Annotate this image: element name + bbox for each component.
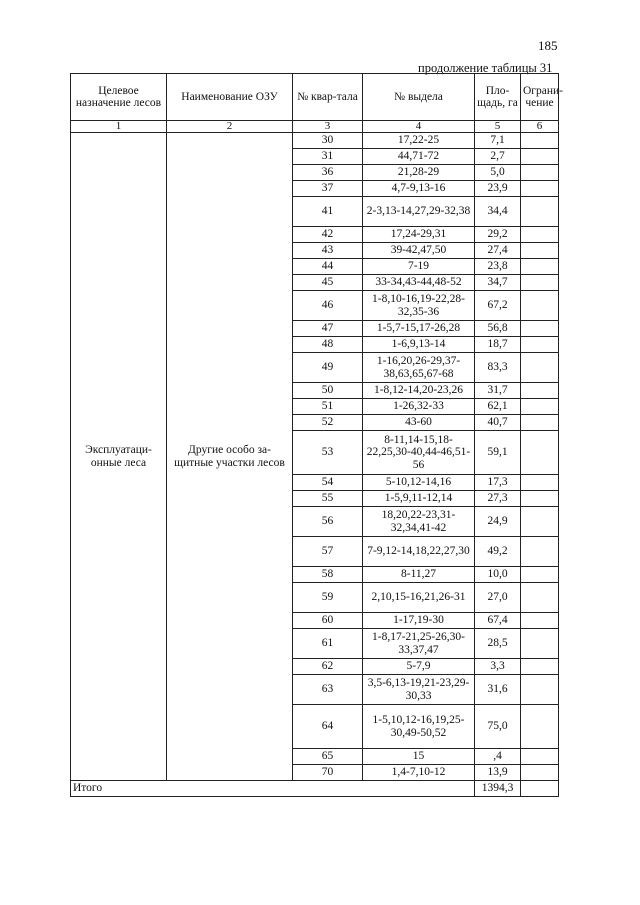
allotment-cell: 33-34,43-44,48-52	[363, 275, 475, 291]
limitation-cell	[521, 165, 559, 181]
area-cell: 31,7	[475, 383, 521, 399]
limitation-cell	[521, 705, 559, 749]
limitation-cell	[521, 415, 559, 431]
area-cell: 5,0	[475, 165, 521, 181]
allotment-cell: 4,7-9,13-16	[363, 181, 475, 197]
area-cell: 34,7	[475, 275, 521, 291]
area-cell: 29,2	[475, 227, 521, 243]
limitation-cell	[521, 567, 559, 583]
area-cell: 27,3	[475, 491, 521, 507]
total-label: Итого	[71, 781, 475, 797]
allotment-cell: 17,22-25	[363, 133, 475, 149]
column-number: 4	[363, 121, 475, 133]
allotment-cell: 2,10,15-16,21,26-31	[363, 583, 475, 613]
limitation-cell	[521, 431, 559, 475]
limitation-cell	[521, 383, 559, 399]
quarter-cell: 59	[293, 583, 363, 613]
quarter-cell: 53	[293, 431, 363, 475]
limitation-cell	[521, 765, 559, 781]
limitation-cell	[521, 337, 559, 353]
area-cell: 59,1	[475, 431, 521, 475]
area-cell: 67,4	[475, 613, 521, 629]
column-number-row	[71, 121, 559, 133]
header-limitation: Ограни-чение	[521, 74, 559, 121]
quarter-cell: 44	[293, 259, 363, 275]
allotment-cell: 8-11,27	[363, 567, 475, 583]
quarter-cell: 63	[293, 675, 363, 705]
allotment-cell: 5-7,9	[363, 659, 475, 675]
area-cell: 13,9	[475, 765, 521, 781]
area-cell: 27,0	[475, 583, 521, 613]
quarter-cell: 65	[293, 749, 363, 765]
area-cell: 23,9	[475, 181, 521, 197]
limitation-cell	[521, 275, 559, 291]
quarter-cell: 61	[293, 629, 363, 659]
quarter-cell: 37	[293, 181, 363, 197]
quarter-cell: 56	[293, 507, 363, 537]
quarter-cell: 43	[293, 243, 363, 259]
quarter-cell: 42	[293, 227, 363, 243]
area-cell: 17,3	[475, 475, 521, 491]
limitation-cell	[521, 399, 559, 415]
limitation-cell	[521, 629, 559, 659]
limitation-cell	[521, 537, 559, 567]
allotment-cell: 1-16,20,26-29,37-38,63,65,67-68	[363, 353, 475, 383]
quarter-cell: 64	[293, 705, 363, 749]
area-cell: ,4	[475, 749, 521, 765]
total-row	[71, 781, 559, 797]
table-row	[71, 133, 559, 149]
forest-areas-table	[70, 73, 564, 797]
limitation-cell	[521, 675, 559, 705]
quarter-cell: 62	[293, 659, 363, 675]
allotment-cell: 15	[363, 749, 475, 765]
allotment-cell: 1-17,19-30	[363, 613, 475, 629]
limitation-cell	[521, 259, 559, 275]
allotment-cell: 1-6,9,13-14	[363, 337, 475, 353]
area-cell: 31,6	[475, 675, 521, 705]
limitation-cell	[521, 197, 559, 227]
limitation-cell	[521, 227, 559, 243]
allotment-cell: 18,20,22-23,31-32,34,41-42	[363, 507, 475, 537]
limitation-cell	[521, 613, 559, 629]
limitation-cell	[521, 507, 559, 537]
allotment-cell: 44,71-72	[363, 149, 475, 165]
limitation-cell	[521, 133, 559, 149]
allotment-cell: 5-10,12-14,16	[363, 475, 475, 491]
allotment-cell: 17,24-29,31	[363, 227, 475, 243]
quarter-cell: 45	[293, 275, 363, 291]
allotment-cell: 1-5,10,12-16,19,25-30,49-50,52	[363, 705, 475, 749]
quarter-cell: 52	[293, 415, 363, 431]
header-row	[71, 74, 559, 121]
allotment-cell: 1-8,12-14,20-23,26	[363, 383, 475, 399]
area-cell: 27,4	[475, 243, 521, 259]
area-cell: 62,1	[475, 399, 521, 415]
quarter-cell: 70	[293, 765, 363, 781]
allotment-cell: 8-11,14-15,18-22,25,30-40,44-46,51-56	[363, 431, 475, 475]
ozu-name-cell: Другие особо за-щитные участки лесов	[167, 133, 293, 781]
quarter-cell: 31	[293, 149, 363, 165]
quarter-cell: 48	[293, 337, 363, 353]
area-cell: 75,0	[475, 705, 521, 749]
quarter-cell: 58	[293, 567, 363, 583]
column-number: 2	[167, 121, 293, 133]
allotment-cell: 3,5-6,13-19,21-23,29-30,33	[363, 675, 475, 705]
quarter-cell: 50	[293, 383, 363, 399]
allotment-cell: 7-9,12-14,18,22,27,30	[363, 537, 475, 567]
area-cell: 56,8	[475, 321, 521, 337]
quarter-cell: 57	[293, 537, 363, 567]
limitation-cell	[521, 291, 559, 321]
allotment-cell: 21,28-29	[363, 165, 475, 181]
area-cell: 40,7	[475, 415, 521, 431]
limitation-cell	[521, 353, 559, 383]
quarter-cell: 30	[293, 133, 363, 149]
limitation-cell	[521, 491, 559, 507]
limitation-cell	[521, 475, 559, 491]
area-cell: 34,4	[475, 197, 521, 227]
column-number: 1	[71, 121, 167, 133]
header-allotment: № выдела	[363, 74, 475, 121]
column-number: 6	[521, 121, 559, 133]
allotment-cell: 7-19	[363, 259, 475, 275]
area-cell: 28,5	[475, 629, 521, 659]
header-area: Пло-щадь, га	[475, 74, 521, 121]
quarter-cell: 49	[293, 353, 363, 383]
quarter-cell: 54	[293, 475, 363, 491]
allotment-cell: 39-42,47,50	[363, 243, 475, 259]
limitation-cell	[521, 181, 559, 197]
table-continuation-caption: продолжение таблицы 31	[418, 61, 553, 75]
area-cell: 3,3	[475, 659, 521, 675]
quarter-cell: 51	[293, 399, 363, 415]
header-quarter: № квар-тала	[293, 74, 363, 121]
area-cell: 49,2	[475, 537, 521, 567]
total-area: 1394,3	[475, 781, 521, 797]
allotment-cell: 1-26,32-33	[363, 399, 475, 415]
allotment-cell: 2-3,13-14,27,29-32,38	[363, 197, 475, 227]
limitation-cell	[521, 583, 559, 613]
area-cell: 23,8	[475, 259, 521, 275]
allotment-cell: 1,4-7,10-12	[363, 765, 475, 781]
header-ozu-name: Наименование ОЗУ	[167, 74, 293, 121]
header-purpose: Целевое назначение лесов	[71, 74, 167, 121]
column-number: 5	[475, 121, 521, 133]
quarter-cell: 36	[293, 165, 363, 181]
allotment-cell: 1-8,10-16,19-22,28-32,35-36	[363, 291, 475, 321]
limitation-cell	[521, 749, 559, 765]
quarter-cell: 55	[293, 491, 363, 507]
limitation-cell	[521, 659, 559, 675]
quarter-cell: 41	[293, 197, 363, 227]
area-cell: 10,0	[475, 567, 521, 583]
limitation-cell	[521, 149, 559, 165]
allotment-cell: 1-5,9,11-12,14	[363, 491, 475, 507]
area-cell: 7,1	[475, 133, 521, 149]
allotment-cell: 1-5,7-15,17-26,28	[363, 321, 475, 337]
allotment-cell: 1-8,17-21,25-26,30-33,37,47	[363, 629, 475, 659]
area-cell: 83,3	[475, 353, 521, 383]
allotment-cell: 43-60	[363, 415, 475, 431]
area-cell: 24,9	[475, 507, 521, 537]
forest-purpose-cell: Эксплуатаци-онные леса	[71, 133, 167, 781]
quarter-cell: 46	[293, 291, 363, 321]
page-number: 185	[538, 38, 558, 53]
area-cell: 2,7	[475, 149, 521, 165]
quarter-cell: 60	[293, 613, 363, 629]
quarter-cell: 47	[293, 321, 363, 337]
total-limitation	[521, 781, 559, 797]
limitation-cell	[521, 243, 559, 259]
area-cell: 67,2	[475, 291, 521, 321]
area-cell: 18,7	[475, 337, 521, 353]
limitation-cell	[521, 321, 559, 337]
column-number: 3	[293, 121, 363, 133]
